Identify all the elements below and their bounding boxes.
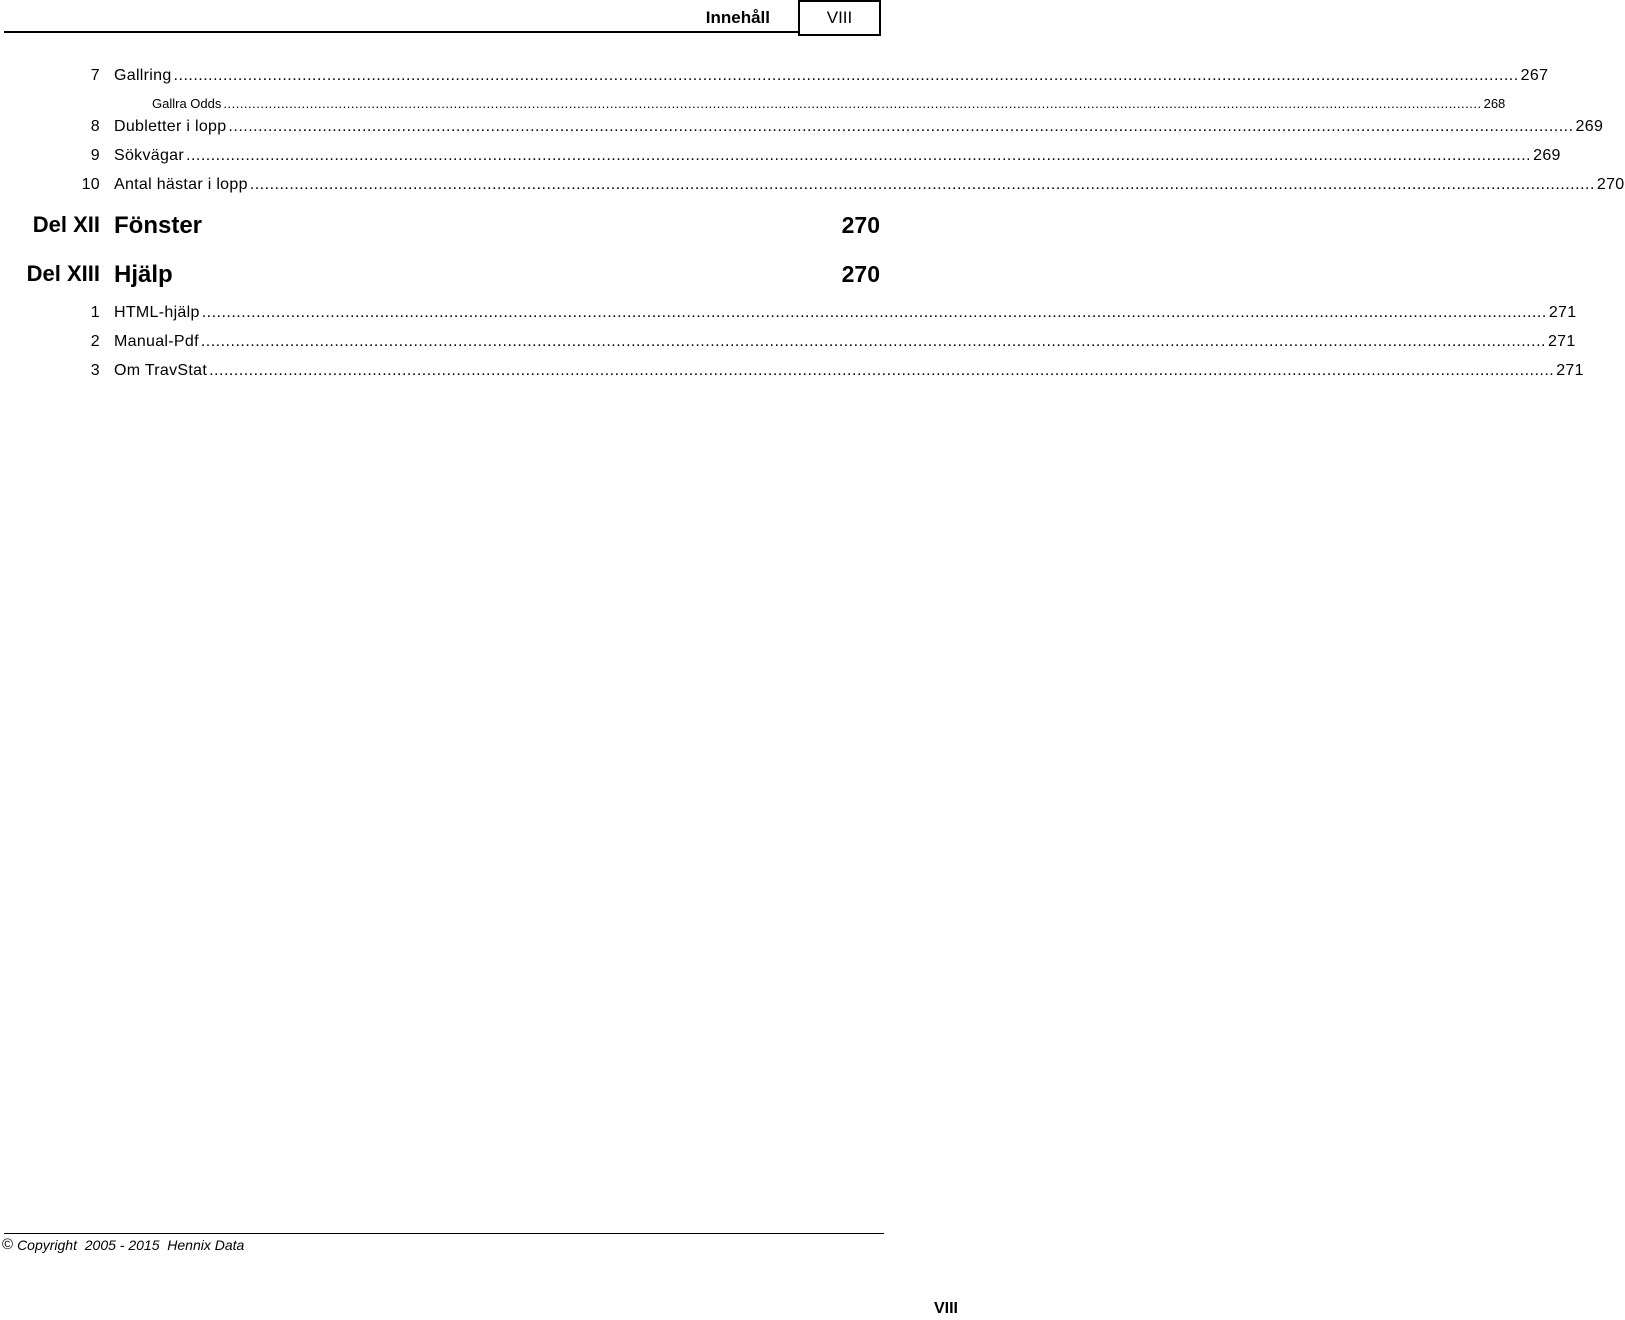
toc-leader-dots: ................................................................................................................................................................................................................................................................................ — [228, 118, 1574, 135]
toc-entry-number: 7 — [90, 67, 100, 84]
toc-entry-title: HTML-hjälp — [114, 304, 200, 321]
toc-part-title: Hjälp — [114, 261, 173, 288]
toc-entry-title: Om TravStat — [114, 362, 208, 379]
header-section-title: Innehåll — [705, 8, 770, 27]
toc-entry-page: 269 — [1533, 147, 1561, 164]
header-page-label: VIII — [826, 8, 853, 27]
toc-part-label: Del XII — [32, 212, 100, 237]
toc-entry-page: 271 — [1548, 304, 1577, 321]
toc-leader-dots: ................................................................................................................................................................................................................................................................................ — [201, 304, 1547, 321]
toc-entry-page: 268 — [1483, 96, 1506, 111]
header-divider — [4, 31, 798, 33]
toc-part-title: Fönster — [114, 212, 203, 239]
copyright-icon: © — [2, 1236, 14, 1253]
toc-entry-page: 267 — [1520, 67, 1549, 84]
toc-entry-page: 269 — [1575, 118, 1604, 135]
toc-part-label: Del XIII — [26, 261, 100, 286]
toc-entry-page: 271 — [1556, 362, 1584, 379]
copyright-text: Copyright 2005 - 2015 Hennix Data — [17, 1236, 245, 1253]
toc-entry-number: 1 — [90, 304, 100, 321]
toc-leader-dots: ................................................................................................................................................................................................................................................................................ — [173, 67, 1519, 84]
toc-entry-title: Sökvägar — [114, 147, 184, 164]
header-page-box — [798, 0, 881, 36]
toc-entry-title: Gallra Odds — [152, 96, 222, 111]
toc-entry-title: Dubletter i lopp — [114, 118, 227, 135]
toc-entry-number: 9 — [90, 147, 100, 164]
toc-entry-number: 10 — [81, 176, 100, 193]
footer-divider — [4, 1233, 884, 1234]
toc-entry-number: 2 — [90, 333, 100, 350]
toc-leader-dots: ................................................................................................................................................................................................................................................................................ — [200, 333, 1546, 350]
toc-entry-number: 8 — [90, 118, 100, 135]
page-number: VIII — [933, 1300, 958, 1317]
toc-entry-page: 271 — [1547, 333, 1576, 350]
toc-entry-title: Manual-Pdf — [114, 333, 199, 350]
toc-part-page: 270 — [841, 212, 880, 238]
toc-leader-dots: ................................................................................................................................................................................................................................................................................ — [186, 147, 1532, 164]
copyright-notice — [2, 1236, 244, 1253]
toc-leader-dots: ................................................................................................................................................................................................................................................................................ — [209, 362, 1555, 379]
toc-entry-title: Gallring — [114, 67, 172, 84]
toc-entry-page: 270 — [1596, 176, 1625, 193]
toc-leader-dots: ................................................................................................................................................................................................................................................................................ — [249, 176, 1595, 193]
toc-entry-number: 3 — [90, 362, 100, 379]
toc-part-page: 270 — [841, 261, 880, 287]
toc-entry-title: Antal hästar i lopp — [114, 176, 248, 193]
toc-leader-dots: .................................................................................................................................................................................................................................................................................................................. — [223, 96, 1482, 111]
